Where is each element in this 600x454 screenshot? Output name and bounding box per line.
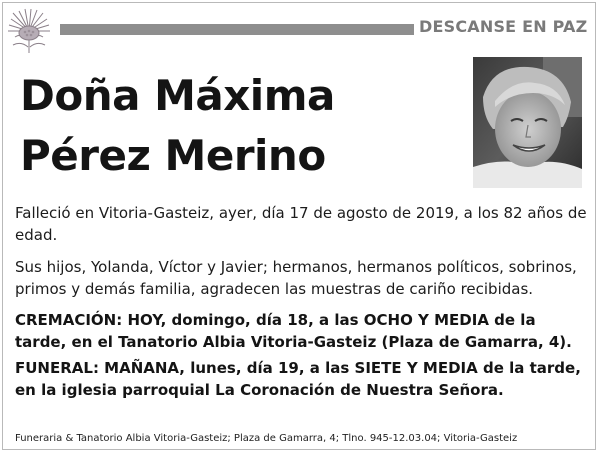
cremation-text: CREMACIÓN: HOY, domingo, día 18, a las OCHO Y MEDIA de la tarde, en el Tanatorio Albia Vitoria-Gasteiz (Plaza de Gamarra, 4). <box>15 311 572 351</box>
death-notice-text: Falleció en Vitoria-Gasteiz, ayer, día 17 de agosto de 2019, a los 82 años de edad. <box>15 204 587 244</box>
funeral-home-footer: Funeraria & Tanatorio Albia Vitoria-Gasteiz; Plaza de Gamarra, 4; Tlno. 945-12.03.04; Vitoria-Gasteiz <box>15 433 518 444</box>
deceased-name-line1: Doña Máxima <box>20 71 335 120</box>
deceased-name-line2: Pérez Merino <box>20 131 326 180</box>
family-text: Sus hijos, Yolanda, Víctor y Javier; hermanos, hermanos políticos, sobrinos, primos y demás familia, agradecen las muestras de cariño recibidas. <box>15 258 577 298</box>
header-label: DESCANSE EN PAZ <box>419 17 588 36</box>
portrait-photo <box>473 57 582 188</box>
header-divider-bar <box>60 24 414 35</box>
funeral-text: FUNERAL: MAÑANA, lunes, día 19, a las SIETE Y MEDIA de la tarde, en la iglesia parroquial La Coronación de Nuestra Señora. <box>15 359 581 399</box>
thistle-flower-icon <box>5 7 53 55</box>
